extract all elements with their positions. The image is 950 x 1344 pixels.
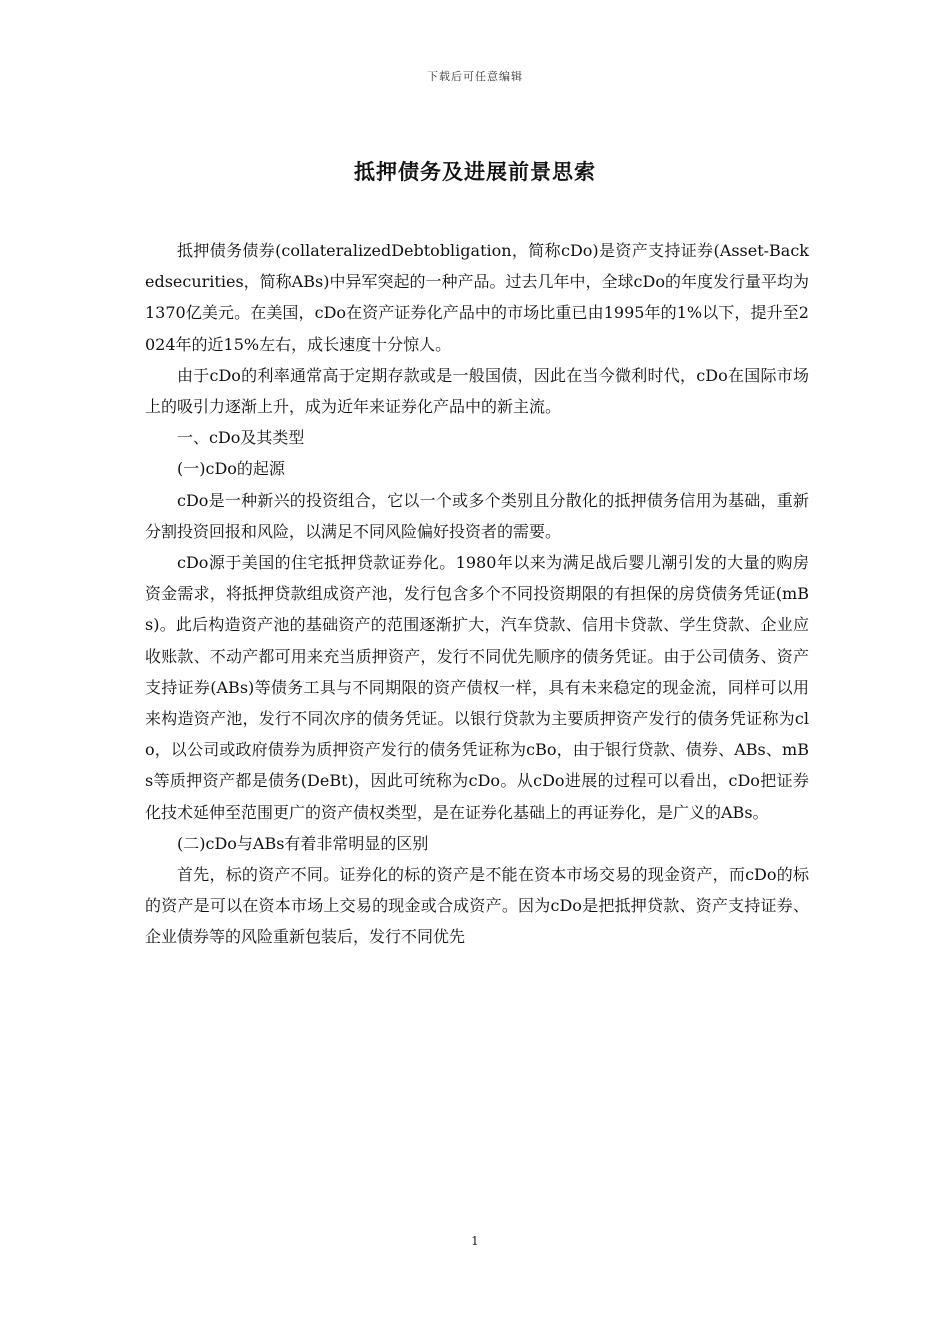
page-number: 1: [471, 1234, 479, 1248]
document-body: [145, 235, 809, 953]
paragraph: 抵押债务债券(collateralizedDebtobligation，简称cDo)是资产支持证券(Asset-Backedsecurities，简称ABs)中异军突起的一种产品。过去几年中，全球cDo的年度发行量平均为1370亿美元。在美国，cDo在资产证券化产品中的市场比重已由1995年的1%以下，提升至2024年的近15%左右，成长速度十分惊人。: [145, 241, 809, 354]
paragraph: 首先，标的资产不同。证券化的标的资产是不能在资本市场交易的现金资产，而cDo的标的资产是可以在资本市场上交易的现金或合成资产。因为cDo是把抵押贷款、资产支持证券、企业债券等的风险重新包装后，发行不同优先: [145, 865, 809, 947]
subsection-heading: (一)cDo的起源: [177, 459, 285, 479]
paragraph: cDo源于美国的住宅抵押贷款证券化。1980年以来为满足战后婴儿潮引发的大量的购房资金需求，将抵押贷款组成资产池，发行包含多个不同投资期限的有担保的房贷债务凭证(mBs)。此后构造资产池的基础资产的范围逐渐扩大，汽车贷款、信用卡贷款、学生贷款、企业应收账款、不动产都可用来充当质押资产，发行不同优先顺序的债务凭证。由于公司债务、资产支持证券(ABs)等债务工具与不同期限的资产债权一样，具有未来稳定的现金流，同样可以用来构造资产池，发行不同次序的债务凭证。以银行贷款为主要质押资产发行的债务凭证称为clo，以公司或政府债券为质押资产发行的债务凭证称为cBo，由于银行贷款、债券、ABs、mBs等质押资产都是债务(DeBt)，因此可统称为cDo。从cDo进展的过程可以看出，cDo把证券化技术延伸至范围更广的资产债权类型，是在证券化基础上的再证券化，是广义的ABs。: [145, 553, 809, 822]
paragraph: 由于cDo的利率通常高于定期存款或是一般国债，因此在当今微利时代，cDo在国际市场上的吸引力逐渐上升，成为近年来证券化产品中的新主流。: [145, 365, 809, 417]
subsection-heading: (二)cDo与ABs有着非常明显的区别: [177, 833, 429, 853]
header-note: 下载后可任意编辑: [427, 70, 523, 83]
paragraph: cDo是一种新兴的投资组合，它以一个或多个类别且分散化的抵押债务信用为基础，重新分割投资回报和风险，以满足不同风险偏好投资者的需要。: [145, 490, 809, 541]
document-title: 抵押债务及进展前景思索: [354, 159, 596, 184]
section-heading: 一、cDo及其类型: [177, 428, 305, 448]
